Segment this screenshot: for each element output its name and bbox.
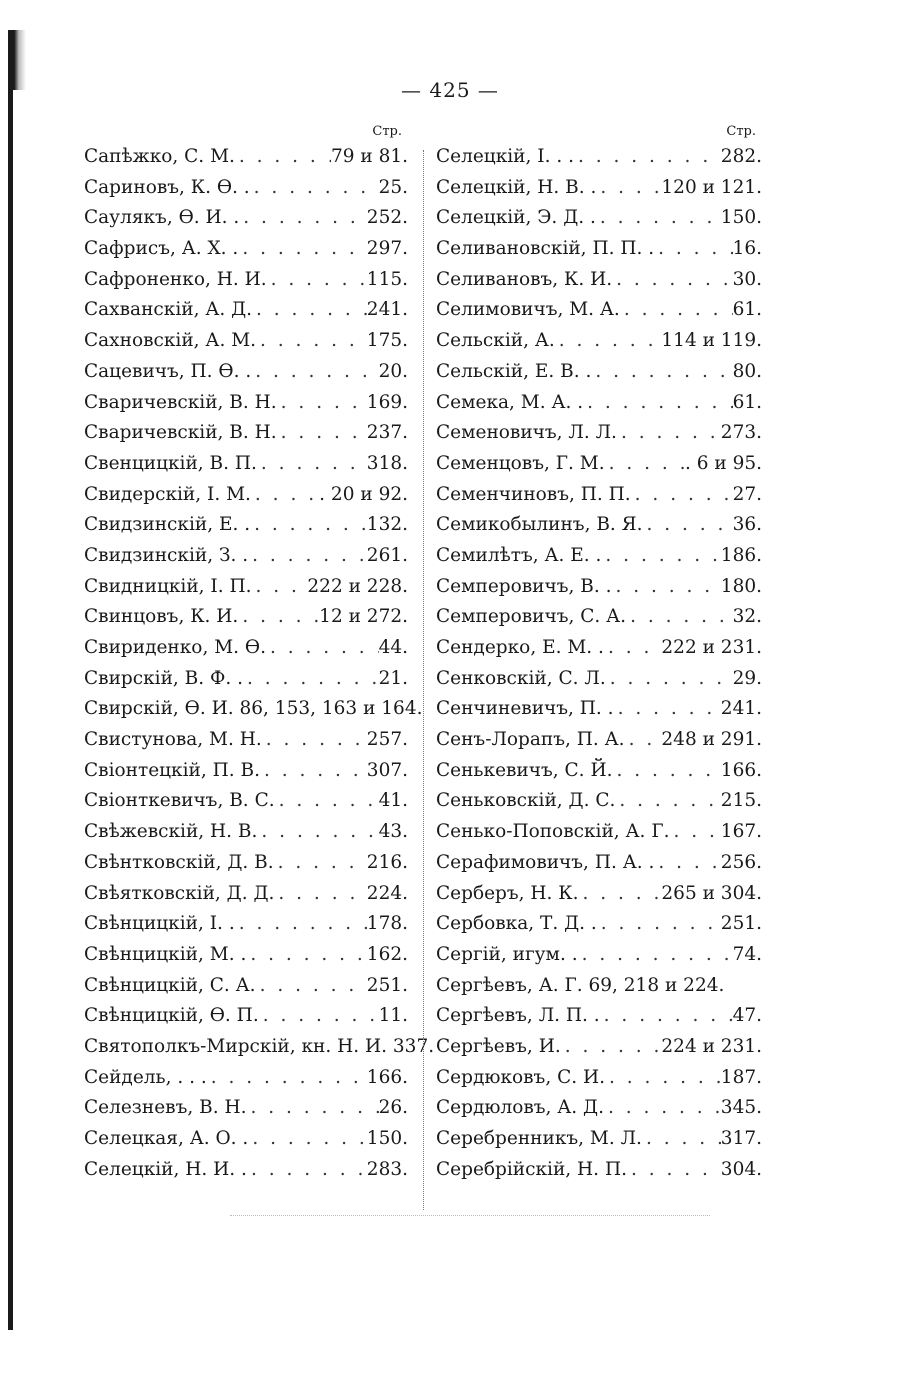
entry-pages: 47.	[732, 1005, 762, 1027]
entry-pages: 318.	[366, 452, 408, 474]
entry-pages: 187.	[720, 1066, 762, 1088]
entry-name: Сваричевскій, В. Н.	[84, 422, 277, 444]
index-entry	[84, 453, 408, 484]
entry-name: Сеньковскій, Д. С.	[436, 790, 616, 812]
entry-pages: 74.	[732, 943, 762, 965]
entry-name: Семека, М. А. .	[436, 391, 584, 413]
dot-leader	[612, 269, 732, 290]
entry-name: Семикобылинъ, В. Я.	[436, 514, 643, 536]
entry-name: Сергѣевъ, Л. П. .	[436, 1005, 600, 1027]
entry-pages: 216.	[366, 851, 408, 873]
dot-leader	[596, 207, 721, 228]
entry-pages: 283.	[366, 1158, 408, 1180]
index-entry	[436, 177, 762, 208]
dot-leader	[643, 514, 733, 535]
entry-name: Селецкій, Н. В. .	[436, 176, 597, 198]
entry-name: Сахновскій, А. М.	[84, 330, 257, 352]
dot-leader	[256, 975, 367, 996]
entry-pages: 43.	[378, 821, 408, 843]
entry-name: Сафроненко, Н. И.	[84, 268, 267, 290]
entry-pages: 175.	[366, 330, 408, 352]
entry-pages: 224 и 231.	[661, 1035, 762, 1057]
entry-pages: 169.	[366, 391, 408, 413]
index-entry	[436, 637, 762, 668]
index-entry	[436, 269, 762, 300]
dot-leader	[235, 913, 367, 934]
page-number-header: — 425 —	[401, 78, 499, 102]
entry-pages: 224.	[366, 882, 408, 904]
dot-leader	[642, 1128, 721, 1149]
entry-pages: 61.	[732, 299, 762, 321]
index-entry	[84, 299, 408, 330]
entry-name: Свидзинскій, З. .	[84, 544, 249, 566]
right-column-page-heading: Стр.	[726, 124, 756, 139]
index-entry	[84, 207, 408, 238]
entry-name: Сербовка, Т. Д. .	[436, 913, 597, 935]
entry-pages: 26.	[378, 1097, 408, 1119]
index-entry	[84, 821, 408, 852]
dot-leader	[238, 606, 319, 627]
dot-leader	[260, 760, 367, 781]
entry-name: Сафрисъ, А. Х. .	[84, 238, 239, 260]
page-binding-edge	[8, 30, 13, 1330]
entry-name: Сердюловъ, А. Д.	[436, 1097, 604, 1119]
dot-leader	[669, 821, 720, 842]
entry-pages: 166.	[366, 1066, 408, 1088]
entry-pages: 252.	[366, 207, 408, 229]
entry-pages: 44.	[378, 637, 408, 658]
index-entry	[436, 790, 762, 821]
entry-name: Сенъ-Лорапъ, П. А.	[436, 729, 625, 751]
entry-pages: 317.	[720, 1128, 762, 1149]
dot-leader	[597, 913, 721, 934]
index-entry	[84, 637, 408, 668]
entry-pages: 41.	[378, 790, 408, 812]
index-entry	[84, 177, 408, 208]
dot-leader	[574, 146, 721, 167]
entry-pages: 132.	[366, 514, 408, 536]
dot-leader	[277, 422, 367, 443]
entry-pages: 114 и 119.	[661, 330, 762, 352]
dot-leader	[251, 361, 378, 382]
entry-name: Сергѣевъ, И.	[436, 1035, 561, 1057]
index-entry	[84, 484, 408, 515]
page-bottom-margin	[230, 1215, 710, 1226]
index-entry	[436, 729, 762, 760]
entry-name: Сергѣевъ, А. Г. 69, 218 и 224.	[436, 974, 725, 996]
entry-name: Сваричевскій, В. Н.	[84, 391, 277, 413]
entry-pages: 16.	[732, 238, 762, 260]
entry-name: Свинцовъ, К. И.	[84, 606, 239, 628]
dot-leader	[579, 883, 662, 904]
index-entry	[436, 852, 762, 883]
dot-leader	[601, 545, 720, 566]
entry-name: Селецкій, І. . .	[436, 146, 574, 167]
dot-leader	[274, 852, 367, 873]
entry-pages: 304.	[720, 1158, 762, 1180]
entry-name: Свирскій, В. Ф. .	[84, 667, 244, 689]
index-entry	[436, 1005, 762, 1036]
entry-name: Семенчиновъ, П. П.	[436, 483, 631, 505]
dot-leader	[248, 545, 367, 566]
index-entry	[84, 913, 408, 944]
entry-pages: 215.	[720, 790, 762, 812]
entry-pages: 237.	[366, 422, 408, 444]
dot-leader	[555, 330, 662, 351]
dot-leader	[247, 1097, 379, 1118]
index-entry	[84, 545, 408, 576]
entry-pages: 21.	[378, 667, 408, 689]
index-entry	[84, 392, 408, 423]
entry-name: Селецкій, Н. И. .	[84, 1158, 247, 1180]
dot-leader	[654, 852, 720, 873]
entry-name: Свѣнцицкій, Ѳ. П.	[84, 1005, 259, 1027]
index-entry	[84, 238, 408, 269]
index-entry	[436, 361, 762, 392]
entry-name: Сейдель, . . .	[84, 1066, 207, 1088]
dot-leader	[251, 484, 319, 505]
entry-pages: 12 и 272.	[319, 606, 408, 628]
index-entry	[84, 883, 408, 914]
index-entry	[436, 484, 762, 515]
dot-leader	[600, 1005, 733, 1026]
index-entry	[84, 760, 408, 791]
dot-leader	[274, 883, 366, 904]
entry-name: Свидзинскій, Е. .	[84, 514, 251, 536]
entry-pages: 186.	[720, 544, 762, 566]
entry-pages: 180.	[720, 575, 762, 597]
dot-leader	[257, 821, 378, 842]
dot-leader	[596, 177, 661, 198]
entry-pages: 241.	[720, 698, 762, 720]
entry-name: Свіонткевичъ, В. С.	[84, 790, 275, 812]
dot-leader	[561, 1036, 662, 1057]
index-entry	[84, 852, 408, 883]
dot-leader	[604, 637, 661, 658]
entry-name: Сенько-Поповскій, А. Г.	[436, 821, 670, 843]
column-divider	[423, 150, 424, 1210]
entry-name: Сариновъ, К. Ѳ. .	[84, 176, 250, 198]
dot-leader	[617, 422, 721, 443]
entry-pages: 36.	[732, 514, 762, 536]
entry-pages: 251.	[366, 974, 408, 996]
dot-leader	[620, 299, 733, 320]
dot-leader	[238, 238, 366, 259]
entry-name: Сельскій, Е. В. .	[436, 360, 592, 382]
entry-name: Семперовичъ, В. .	[436, 575, 612, 597]
index-entry	[84, 422, 408, 453]
entry-name: Свириденко, М. Ѳ.	[84, 637, 266, 658]
dot-leader	[252, 299, 367, 320]
dot-leader	[256, 330, 367, 351]
index-entry	[436, 422, 762, 453]
right-index-column	[436, 122, 762, 1189]
entry-pages: 248 и 291.	[661, 729, 762, 751]
entry-pages: 25.	[378, 176, 408, 198]
index-entry	[84, 944, 408, 975]
entry-name: Селецкая, А. О. .	[84, 1128, 249, 1149]
dot-leader	[625, 729, 662, 750]
entry-name: Сердюковъ, С. И.	[436, 1066, 606, 1088]
index-entry	[436, 760, 762, 791]
entry-name: Свидницкій, І. П.	[84, 575, 252, 597]
index-entry	[84, 606, 408, 637]
dot-leader	[605, 453, 685, 474]
index-entry	[84, 576, 408, 607]
entry-name: Селивановъ, К. И.	[436, 268, 613, 290]
dot-leader	[247, 1159, 367, 1180]
entry-name: Свистунова, М. Н.	[84, 729, 262, 751]
dot-leader	[583, 392, 732, 413]
left-entry-list	[84, 146, 435, 1189]
left-column-page-heading: Стр.	[372, 124, 402, 139]
entry-pages: 241.	[366, 299, 408, 321]
entry-name: Серафимовичъ, П. А. .	[436, 851, 655, 873]
entry-name: Сендерко, Е. М. .	[436, 637, 604, 658]
index-entry	[436, 330, 762, 361]
entry-name: Селивановскій, П. П. .	[436, 238, 655, 260]
entry-pages: 297.	[366, 238, 408, 260]
index-entry	[84, 668, 408, 699]
entry-pages: 115.	[366, 268, 408, 290]
entry-pages: 162.	[366, 943, 408, 965]
entry-pages: 178.	[366, 913, 408, 935]
entry-name: Сапѣжко, С. М.	[84, 146, 235, 167]
entry-name: Сацевичъ, П. Ѳ. .	[84, 360, 252, 382]
entry-pages: 166.	[720, 759, 762, 781]
index-entry	[436, 944, 762, 975]
entry-pages: 345.	[720, 1097, 762, 1119]
index-entry	[436, 698, 762, 729]
entry-name: Свенцицкій, В. П.	[84, 452, 257, 474]
entry-pages: 150.	[366, 1128, 408, 1149]
dot-leader	[612, 576, 721, 597]
dot-leader	[606, 668, 733, 689]
dot-leader	[250, 514, 367, 535]
entry-name: Семперовичъ, С. А.	[436, 606, 627, 628]
dot-leader	[605, 1067, 721, 1088]
dot-leader	[266, 637, 379, 658]
dot-leader	[654, 238, 732, 259]
entry-pages: 222 и 228.	[307, 575, 408, 597]
entry-name: Свѣнцицкій, М. .	[84, 943, 247, 965]
entry-name: Сергій, игум. .	[436, 943, 578, 965]
entry-pages: 265 и 304.	[661, 882, 762, 904]
dot-leader	[262, 729, 367, 750]
dot-leader	[277, 392, 367, 413]
dot-leader	[239, 207, 367, 228]
index-entry	[436, 453, 762, 484]
index-entry	[84, 1128, 408, 1159]
index-entry	[436, 1067, 762, 1098]
dot-leader	[243, 668, 379, 689]
index-entry	[436, 883, 762, 914]
entry-pages: 261.	[366, 544, 408, 566]
index-entry	[436, 1159, 762, 1190]
dot-leader	[250, 177, 379, 198]
entry-pages: 20.	[378, 360, 408, 382]
index-entry	[84, 1067, 408, 1098]
index-entry	[84, 1035, 435, 1067]
dot-leader	[631, 484, 733, 505]
index-entry	[436, 606, 762, 637]
entry-name: Семилѣтъ, А. Е. .	[436, 544, 602, 566]
entry-name: Свѣнцицкій, С. А.	[84, 974, 256, 996]
index-entry	[84, 269, 408, 300]
entry-pages: 11.	[378, 1005, 408, 1027]
index-entry	[436, 668, 762, 699]
index-entry	[436, 146, 762, 177]
entry-name: Серебренникъ, М. Л.	[436, 1128, 642, 1149]
entry-name: Свидерскій, І. М.	[84, 483, 251, 505]
entry-name: Свѣятковскій, Д. Д.	[84, 882, 275, 904]
entry-name: Серберъ, Н. К.	[436, 882, 579, 904]
index-entry	[84, 698, 423, 729]
entry-pages: 167.	[720, 821, 762, 843]
entry-name: Сельскій, А.	[436, 330, 555, 352]
index-entry	[436, 576, 762, 607]
index-entry	[84, 1005, 408, 1036]
index-entry	[84, 975, 408, 1006]
entry-name: Селимовичъ, М. А.	[436, 299, 620, 321]
entry-pages: 307.	[366, 759, 408, 781]
entry-pages: 257.	[366, 729, 408, 751]
entry-pages: 150.	[720, 207, 762, 229]
dot-leader	[612, 760, 720, 781]
entry-pages: 79 и 81.	[330, 146, 408, 167]
dot-leader	[259, 1005, 379, 1026]
entry-pages: 251.	[720, 913, 762, 935]
entry-name: Саулякъ, Ѳ. И. .	[84, 207, 240, 229]
dot-leader	[248, 1128, 366, 1149]
entry-name: Святополкъ-Мирскій, кн. Н. И. 337.	[84, 1035, 435, 1057]
index-entry	[436, 207, 762, 238]
entry-pages: 30.	[732, 268, 762, 290]
entry-pages: 120 и 121.	[661, 176, 762, 198]
index-entry	[436, 514, 762, 545]
entry-pages: 29.	[732, 667, 762, 689]
entry-pages: 256.	[720, 851, 762, 873]
dot-leader	[257, 453, 367, 474]
entry-name: Сенькевичъ, С. Й.	[436, 759, 613, 781]
entry-name: Свѣнцицкій, І. .	[84, 913, 235, 935]
left-index-column	[84, 122, 435, 1189]
entry-name: Свирскій, Ѳ. И. 86, 153, 163 и 164.	[84, 698, 423, 720]
index-entry	[436, 821, 762, 852]
index-entry	[436, 299, 762, 330]
dot-leader	[627, 1159, 721, 1180]
entry-name: Селецкій, Э. Д. .	[436, 207, 596, 229]
index-entry	[436, 1128, 762, 1159]
index-entry	[436, 975, 762, 1006]
dot-leader	[246, 944, 366, 965]
dot-leader	[591, 361, 732, 382]
entry-name: Сенковскій, С. Л.	[436, 667, 606, 689]
entry-pages: . 6 и 95.	[684, 452, 762, 474]
entry-pages: 32.	[732, 606, 762, 628]
entry-name: Семеновичъ, Л. Л.	[436, 422, 617, 444]
entry-name: Селезневъ, В. Н.	[84, 1097, 247, 1119]
entry-name: Свіонтецкій, П. В.	[84, 759, 260, 781]
dot-leader	[267, 269, 367, 290]
entry-name: Семенцовъ, Г. М.	[436, 452, 605, 474]
dot-leader	[626, 606, 733, 627]
right-entry-list	[436, 146, 762, 1189]
index-entry	[84, 729, 408, 760]
dot-leader	[207, 1067, 367, 1088]
entry-pages: 222 и 231.	[661, 637, 762, 658]
index-entry	[84, 1097, 408, 1128]
entry-name: Сенчиневичъ, П. .	[436, 698, 614, 720]
dot-leader	[604, 1097, 721, 1118]
dot-leader	[252, 576, 308, 597]
dot-leader	[275, 790, 379, 811]
index-entry	[436, 1097, 762, 1128]
entry-name: Серебрійскій, Н. П.	[436, 1158, 627, 1180]
dot-leader	[614, 698, 721, 719]
index-entry	[436, 392, 762, 423]
entry-name: Свѣжевскій, Н. В.	[84, 821, 258, 843]
entry-pages: 80.	[732, 360, 762, 382]
index-entry	[84, 361, 408, 392]
index-entry	[84, 146, 408, 177]
dot-leader	[578, 944, 733, 965]
index-entry	[84, 1159, 408, 1190]
entry-name: Сахванскій, А. Д.	[84, 299, 253, 321]
index-entry	[436, 1036, 762, 1067]
index-entry	[84, 514, 408, 545]
entry-pages: 282.	[720, 146, 762, 167]
entry-pages: 273.	[720, 422, 762, 444]
dot-leader	[615, 790, 720, 811]
index-entry	[84, 330, 408, 361]
dot-leader	[235, 146, 331, 167]
entry-pages: 27.	[732, 483, 762, 505]
entry-pages: . 20 и 92.	[319, 483, 408, 505]
index-entry	[436, 913, 762, 944]
entry-pages: 61.	[732, 391, 762, 413]
index-entry	[436, 545, 762, 576]
entry-name: Свѣнтковскій, Д. В.	[84, 851, 274, 873]
index-entry	[84, 790, 408, 821]
index-entry	[436, 238, 762, 269]
